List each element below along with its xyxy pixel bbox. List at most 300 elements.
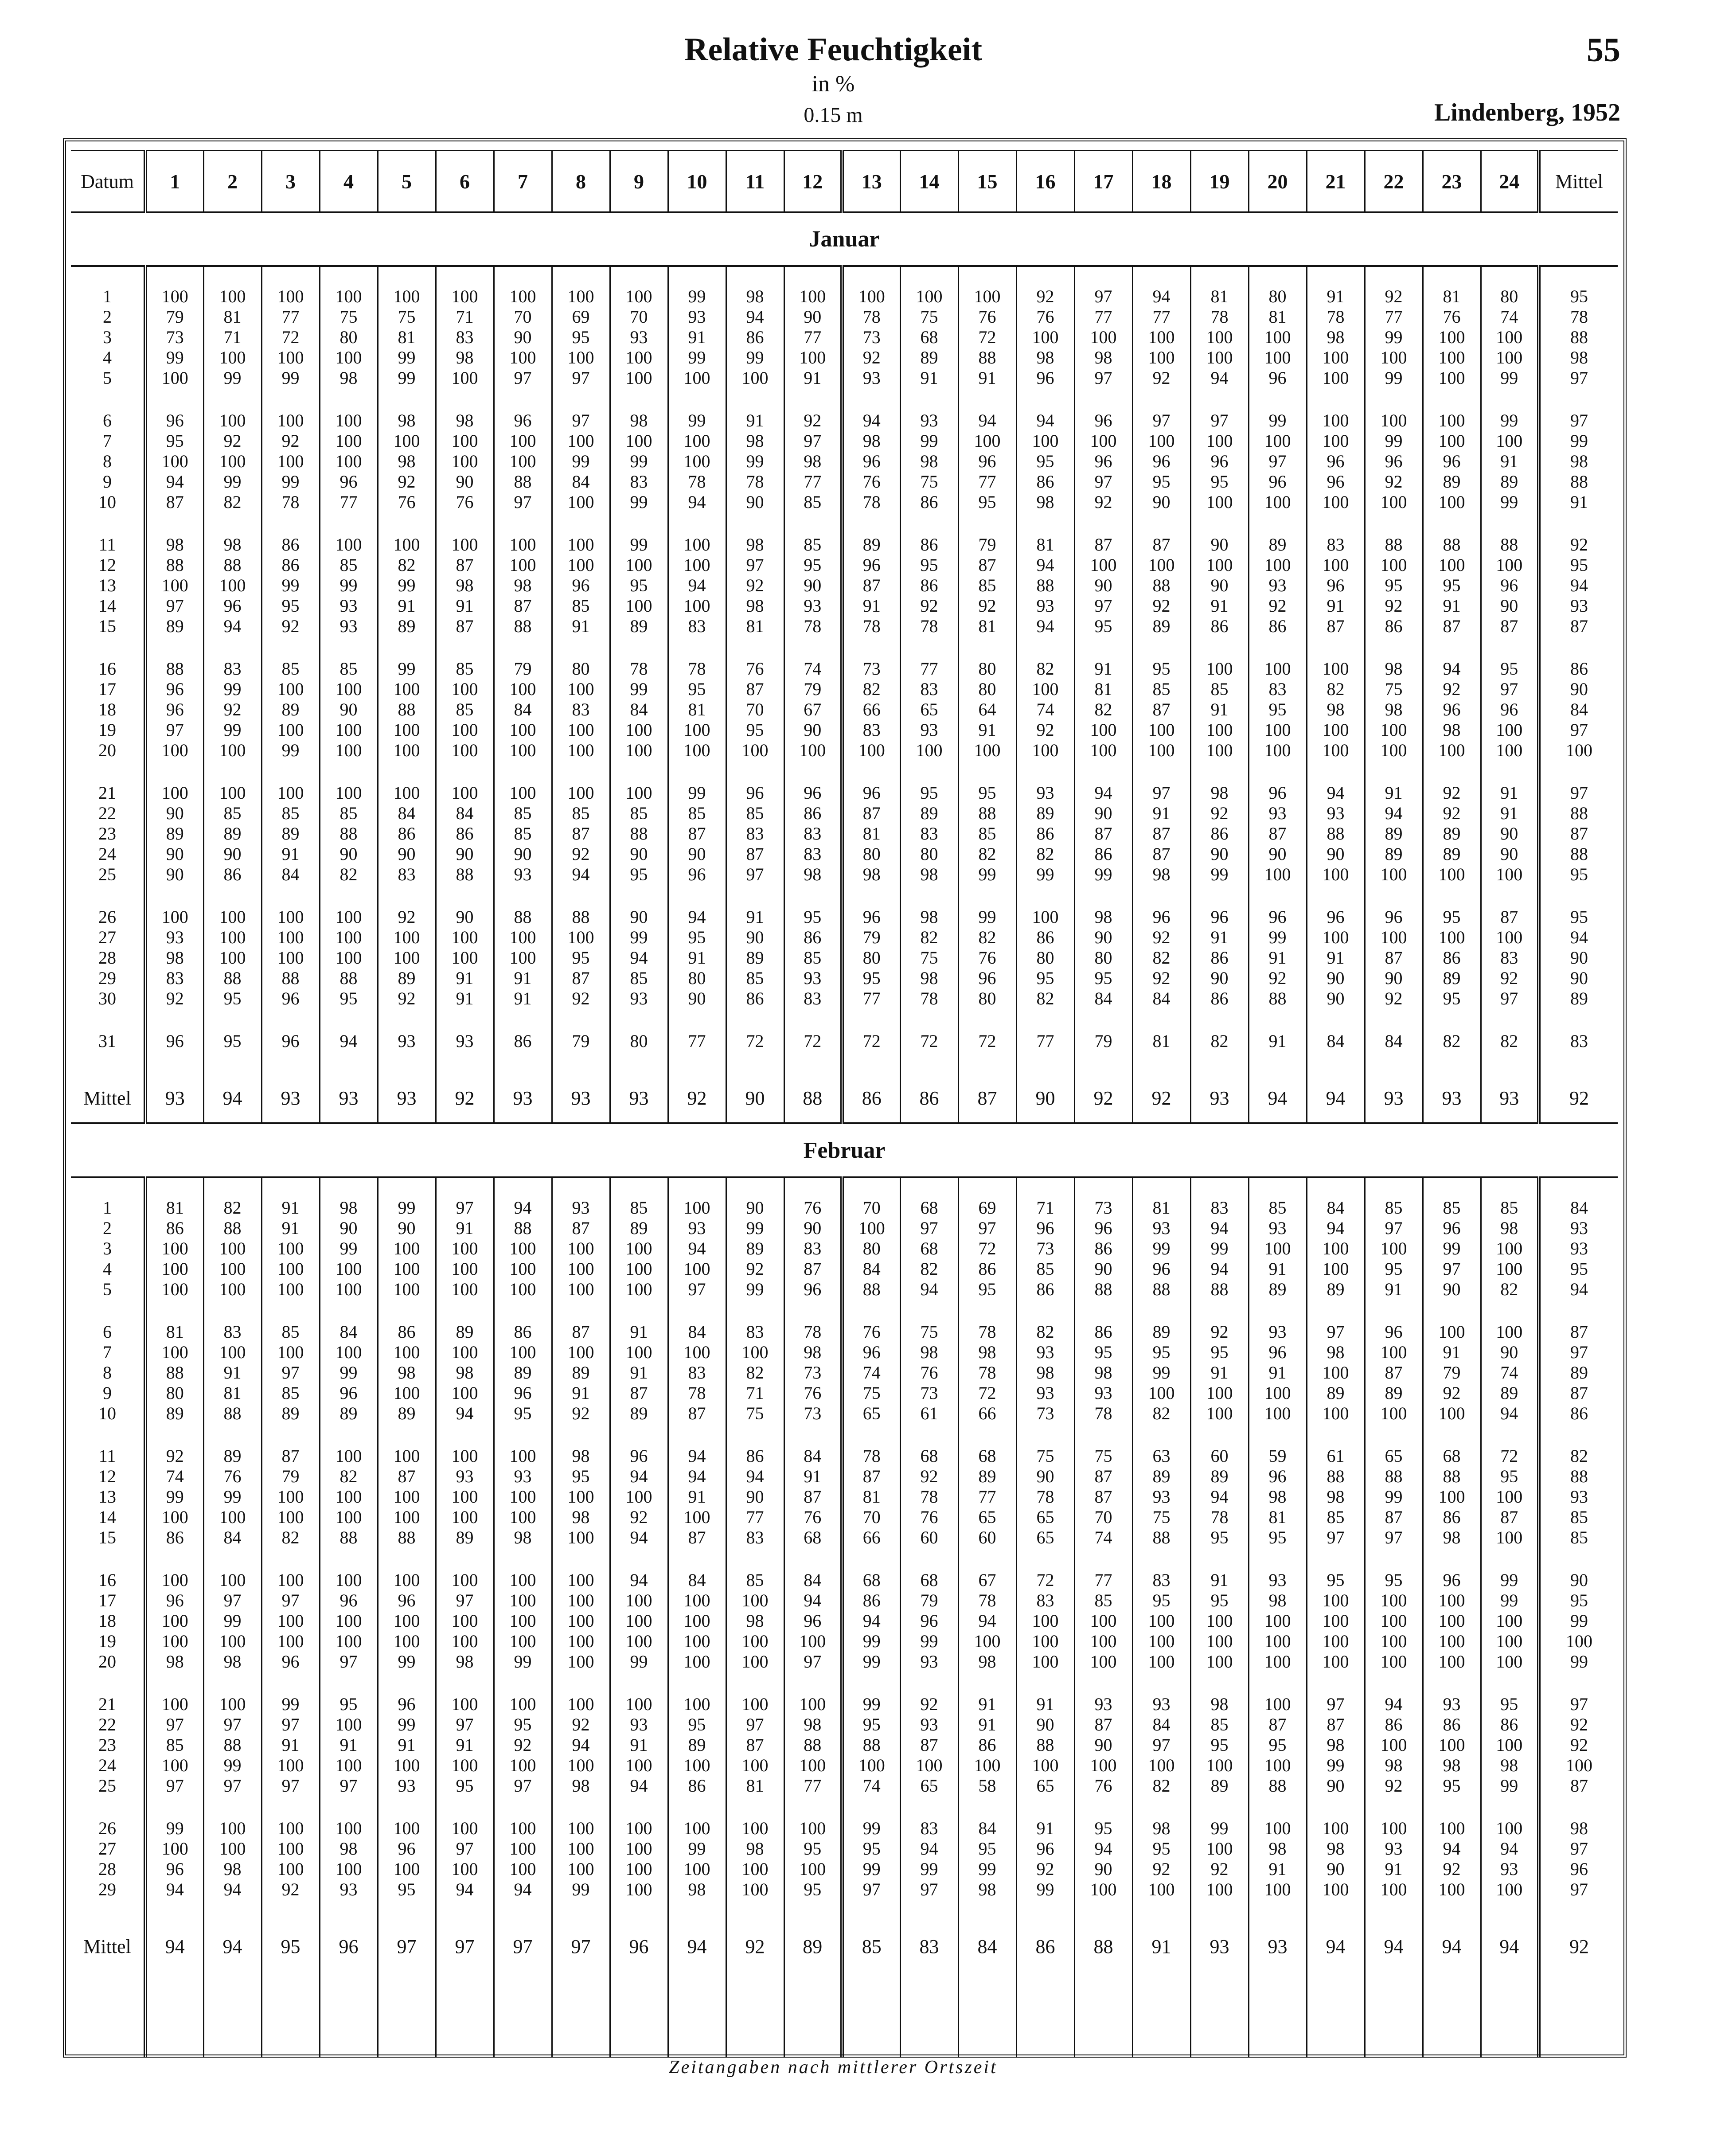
value-cell: 99 — [610, 679, 668, 699]
value-cell — [668, 1672, 726, 1694]
value-cell: 88 — [1307, 1466, 1365, 1487]
value-cell — [1249, 1548, 1307, 1570]
value-cell: 86 — [1074, 1322, 1132, 1342]
value-cell: 90 — [1307, 1859, 1365, 1879]
mean-cell: 88 — [1539, 1466, 1618, 1487]
table-row — [71, 720, 1618, 740]
row-label: 17 — [98, 679, 116, 699]
value-cell — [1249, 512, 1307, 535]
month-title: Januar — [71, 212, 1618, 266]
value-cell — [203, 1900, 261, 1922]
value-cell: 91 — [1190, 927, 1249, 948]
value-cell: 100 — [958, 1631, 1016, 1652]
value-cell: 99 — [378, 659, 436, 679]
table-row — [71, 1859, 1618, 1879]
row-label: 14 — [98, 596, 116, 616]
value-cell: 73 — [784, 1403, 842, 1424]
row-label: 2 — [103, 1218, 112, 1238]
value-cell: 87 — [668, 1403, 726, 1424]
value-cell: 95 — [958, 1279, 1016, 1300]
value-cell — [784, 1051, 842, 1074]
value-cell — [261, 1548, 320, 1570]
value-cell — [203, 1009, 261, 1031]
value-cell: 77 — [668, 1031, 726, 1051]
table-row — [71, 824, 1618, 844]
value-cell: 89 — [378, 968, 436, 988]
value-cell: 100 — [1016, 327, 1074, 348]
value-cell — [1249, 1672, 1307, 1694]
value-cell: 75 — [726, 1403, 784, 1424]
value-cell: 95 — [1365, 575, 1423, 596]
value-cell: 100 — [494, 783, 552, 803]
value-cell: 96 — [842, 451, 900, 472]
mean-cell: 92 — [1539, 1922, 1618, 1971]
value-cell: 85 — [1190, 679, 1249, 699]
value-cell: 100 — [320, 1755, 378, 1776]
value-cell: 96 — [842, 907, 900, 927]
value-cell: 93 — [1249, 575, 1307, 596]
value-cell: 100 — [552, 1839, 610, 1859]
value-cell: 83 — [1249, 679, 1307, 699]
value-cell: 96 — [320, 1590, 378, 1611]
value-cell: 86 — [726, 327, 784, 348]
value-cell: 66 — [842, 699, 900, 720]
value-cell: 79 — [1074, 1031, 1132, 1051]
value-cell: 100 — [958, 740, 1016, 761]
value-cell: 95 — [1423, 1776, 1481, 1796]
value-cell: 100 — [320, 783, 378, 803]
value-cell: 83 — [378, 864, 436, 885]
value-cell — [320, 388, 378, 410]
mean-cell: 98 — [1539, 348, 1618, 368]
value-cell: 84 — [842, 1259, 900, 1279]
value-cell: 100 — [552, 286, 610, 307]
value-cell: 97 — [1074, 368, 1132, 388]
value-cell — [726, 885, 784, 907]
value-cell: 100 — [1365, 927, 1423, 948]
value-cell: 100 — [494, 740, 552, 761]
value-cell — [1481, 1051, 1539, 1074]
value-cell: 95 — [1074, 1342, 1132, 1363]
value-cell: 73 — [784, 1363, 842, 1383]
value-cell: 85 — [552, 803, 610, 824]
value-cell: 96 — [378, 1590, 436, 1611]
value-cell: 100 — [494, 451, 552, 472]
column-header: 22 — [1365, 151, 1423, 212]
value-cell: 99 — [378, 1198, 436, 1218]
value-cell: 99 — [842, 1652, 900, 1672]
value-cell: 100 — [1190, 492, 1249, 512]
value-cell: 87 — [1481, 1507, 1539, 1527]
table-row — [71, 451, 1618, 472]
value-cell — [552, 1900, 610, 1922]
value-cell: 93 — [668, 307, 726, 327]
value-cell: 93 — [320, 616, 378, 637]
value-cell: 94 — [610, 948, 668, 968]
value-cell — [436, 1672, 494, 1694]
value-cell: 95 — [1132, 1342, 1190, 1363]
value-cell: 90 — [1481, 596, 1539, 616]
row-label: 9 — [103, 472, 112, 492]
value-cell: 98 — [726, 431, 784, 451]
value-cell: 76 — [784, 1507, 842, 1527]
value-cell: 100 — [1307, 368, 1365, 388]
value-cell: 100 — [668, 1694, 726, 1715]
spacer-row — [71, 1177, 1618, 1198]
value-cell: 100 — [1249, 1652, 1307, 1672]
value-cell — [726, 266, 784, 286]
value-cell: 95 — [145, 431, 203, 451]
value-cell: 100 — [1190, 431, 1249, 451]
value-cell — [494, 637, 552, 659]
value-cell: 88 — [203, 1735, 261, 1755]
value-cell: 77 — [784, 327, 842, 348]
value-cell: 99 — [320, 575, 378, 596]
mean-cell: 97 — [1539, 1694, 1618, 1715]
value-cell: 90 — [320, 1218, 378, 1238]
mean-cell: 83 — [1539, 1031, 1618, 1051]
value-cell: 100 — [261, 286, 320, 307]
value-cell: 100 — [494, 1570, 552, 1590]
table-row — [71, 1839, 1618, 1859]
row-label — [71, 1971, 145, 2058]
value-cell — [436, 1177, 494, 1198]
value-cell: 100 — [610, 1859, 668, 1879]
value-cell: 95 — [261, 596, 320, 616]
value-cell: 100 — [1481, 1879, 1539, 1900]
value-cell: 100 — [436, 431, 494, 451]
value-cell: 70 — [494, 307, 552, 327]
value-cell: 100 — [1423, 348, 1481, 368]
value-cell: 100 — [958, 1755, 1016, 1776]
value-cell: 72 — [726, 1031, 784, 1051]
value-cell — [552, 1796, 610, 1818]
value-cell — [494, 1971, 552, 2058]
value-cell: 99 — [261, 575, 320, 596]
value-cell: 100 — [726, 1755, 784, 1776]
value-cell: 100 — [552, 1652, 610, 1672]
value-cell: 94 — [610, 1527, 668, 1548]
value-cell: 100 — [1365, 1879, 1423, 1900]
value-cell: 100 — [1423, 1735, 1481, 1755]
value-cell: 100 — [1190, 327, 1249, 348]
value-cell: 91 — [1132, 803, 1190, 824]
value-cell: 94 — [552, 864, 610, 885]
value-cell: 100 — [1190, 1652, 1249, 1672]
value-cell: 74 — [842, 1363, 900, 1383]
value-cell: 100 — [1132, 1755, 1190, 1776]
value-cell: 87 — [1249, 824, 1307, 844]
value-cell: 76 — [958, 948, 1016, 968]
value-cell: 100 — [494, 720, 552, 740]
value-cell: 100 — [552, 1238, 610, 1259]
value-cell: 100 — [436, 1238, 494, 1259]
mean-cell: 87 — [1539, 824, 1618, 844]
value-cell: 86 — [1423, 1715, 1481, 1735]
value-cell: 91 — [436, 596, 494, 616]
value-cell — [436, 1548, 494, 1570]
value-cell — [1307, 1971, 1365, 2058]
value-cell: 100 — [203, 783, 261, 803]
value-cell: 98 — [436, 1652, 494, 1672]
value-cell: 82 — [203, 1198, 261, 1218]
value-cell: 99 — [1190, 1818, 1249, 1839]
value-cell: 94 — [958, 1611, 1016, 1631]
value-cell: 93 — [1074, 1383, 1132, 1403]
value-cell: 89 — [1190, 1776, 1249, 1796]
value-cell: 99 — [900, 1859, 958, 1879]
value-cell: 82 — [1481, 1031, 1539, 1051]
value-cell: 100 — [1307, 659, 1365, 679]
column-header: 4 — [320, 151, 378, 212]
value-cell — [320, 885, 378, 907]
value-cell: 97 — [958, 1218, 1016, 1238]
value-cell: 89 — [436, 1322, 494, 1342]
value-cell: 100 — [436, 286, 494, 307]
value-cell — [1016, 1796, 1074, 1818]
value-cell: 95 — [1481, 659, 1539, 679]
value-cell — [1249, 1796, 1307, 1818]
value-cell: 100 — [784, 1694, 842, 1715]
value-cell — [1190, 761, 1249, 783]
mean-cell: 87 — [1539, 1383, 1618, 1403]
value-cell: 90 — [726, 1198, 784, 1218]
value-cell: 97 — [1074, 472, 1132, 492]
value-cell: 98 — [1307, 1342, 1365, 1363]
value-cell: 96 — [1365, 451, 1423, 472]
value-cell: 100 — [320, 740, 378, 761]
value-cell: 65 — [958, 1507, 1016, 1527]
value-cell: 88 — [145, 555, 203, 575]
value-cell: 75 — [1365, 679, 1423, 699]
value-cell: 94 — [145, 472, 203, 492]
value-cell: 94 — [784, 1590, 842, 1611]
value-cell: 94 — [668, 907, 726, 927]
value-cell: 88 — [842, 1735, 900, 1755]
value-cell: 100 — [610, 1279, 668, 1300]
value-cell: 91 — [668, 327, 726, 348]
value-cell: 76 — [784, 1383, 842, 1403]
value-cell: 100 — [1249, 1818, 1307, 1839]
value-cell: 98 — [958, 1652, 1016, 1672]
value-cell: 88 — [494, 616, 552, 637]
row-label: 16 — [98, 1570, 116, 1590]
value-cell: 100 — [261, 1611, 320, 1631]
value-cell: 92 — [1249, 968, 1307, 988]
value-cell: 82 — [203, 492, 261, 512]
value-cell — [261, 761, 320, 783]
value-cell — [320, 266, 378, 286]
value-cell: 91 — [1016, 1694, 1074, 1715]
value-cell: 100 — [494, 555, 552, 575]
value-cell: 91 — [1190, 596, 1249, 616]
value-cell: 97 — [1365, 1527, 1423, 1548]
value-cell — [610, 1796, 668, 1818]
value-cell: 88 — [1481, 535, 1539, 555]
value-cell: 92 — [145, 1446, 203, 1466]
value-cell: 85 — [145, 1735, 203, 1755]
value-cell: 91 — [1423, 596, 1481, 616]
value-cell: 86 — [494, 1031, 552, 1051]
value-cell: 95 — [1481, 1694, 1539, 1715]
value-cell — [610, 1900, 668, 1922]
value-cell — [1365, 761, 1423, 783]
value-cell — [552, 1177, 610, 1198]
value-cell: 88 — [958, 803, 1016, 824]
value-cell: 85 — [1423, 1198, 1481, 1218]
value-cell: 95 — [668, 927, 726, 948]
row-label: 15 — [98, 616, 116, 636]
value-cell — [1365, 1971, 1423, 2058]
value-cell: 100 — [552, 1694, 610, 1715]
value-cell — [1190, 1300, 1249, 1322]
value-cell: 99 — [1074, 864, 1132, 885]
value-cell: 81 — [203, 1383, 261, 1403]
value-cell: 96 — [842, 1342, 900, 1363]
value-cell: 86 — [900, 1074, 958, 1123]
value-cell: 96 — [261, 1031, 320, 1051]
value-cell: 99 — [1249, 927, 1307, 948]
value-cell: 100 — [436, 535, 494, 555]
value-cell: 99 — [900, 1631, 958, 1652]
value-cell: 93 — [610, 1074, 668, 1123]
value-cell: 96 — [145, 1031, 203, 1051]
value-cell: 67 — [958, 1570, 1016, 1590]
value-cell: 87 — [1132, 535, 1190, 555]
value-cell: 100 — [378, 1611, 436, 1631]
value-cell — [378, 1177, 436, 1198]
value-cell: 99 — [261, 368, 320, 388]
mean-cell — [1539, 512, 1618, 535]
value-cell: 95 — [494, 1715, 552, 1735]
value-cell — [1074, 1424, 1132, 1446]
value-cell: 100 — [436, 1570, 494, 1590]
table-row — [71, 699, 1618, 720]
value-cell: 100 — [1307, 1652, 1365, 1672]
column-header: Mittel — [1539, 151, 1618, 212]
value-cell: 85 — [261, 803, 320, 824]
value-cell: 100 — [552, 492, 610, 512]
value-cell — [261, 637, 320, 659]
value-cell: 92 — [261, 616, 320, 637]
value-cell: 100 — [261, 348, 320, 368]
value-cell: 82 — [842, 679, 900, 699]
value-cell — [1481, 1672, 1539, 1694]
value-cell: 81 — [1190, 286, 1249, 307]
value-cell: 90 — [1190, 844, 1249, 864]
row-label: 31 — [98, 1031, 116, 1051]
value-cell: 100 — [1016, 431, 1074, 451]
value-cell: 81 — [726, 1776, 784, 1796]
value-cell: 98 — [1190, 1694, 1249, 1715]
value-cell: 88 — [610, 824, 668, 844]
value-cell: 100 — [1074, 1755, 1132, 1776]
value-cell: 100 — [1365, 864, 1423, 885]
value-cell: 84 — [1132, 988, 1190, 1009]
table-row — [71, 968, 1618, 988]
value-cell: 100 — [494, 1342, 552, 1363]
value-cell: 91 — [1249, 1259, 1307, 1279]
value-cell: 96 — [1249, 783, 1307, 803]
value-cell: 99 — [1423, 1238, 1481, 1259]
value-cell — [1481, 1796, 1539, 1818]
value-cell: 88 — [145, 659, 203, 679]
group-gap-row — [71, 512, 1618, 535]
value-cell: 96 — [1423, 1218, 1481, 1238]
value-cell: 75 — [1016, 1446, 1074, 1466]
value-cell: 95 — [784, 1879, 842, 1900]
row-label — [71, 1300, 145, 1322]
value-cell: 99 — [958, 907, 1016, 927]
row-label — [71, 512, 145, 535]
value-cell: 95 — [1307, 1570, 1365, 1590]
value-cell: 91 — [552, 616, 610, 637]
value-cell: 100 — [320, 948, 378, 968]
value-cell: 100 — [1365, 1631, 1423, 1652]
value-cell: 100 — [1190, 348, 1249, 368]
value-cell — [1249, 1177, 1307, 1198]
value-cell: 87 — [552, 968, 610, 988]
value-cell: 96 — [261, 988, 320, 1009]
table-row — [71, 783, 1618, 803]
value-cell: 97 — [726, 1715, 784, 1735]
value-cell: 88 — [494, 907, 552, 927]
value-cell: 100 — [1307, 1818, 1365, 1839]
row-label — [71, 1424, 145, 1446]
value-cell: 100 — [145, 1694, 203, 1715]
value-cell: 100 — [1365, 492, 1423, 512]
group-gap-row — [71, 1548, 1618, 1570]
value-cell: 100 — [145, 451, 203, 472]
value-cell: 96 — [494, 410, 552, 431]
value-cell — [203, 1300, 261, 1322]
value-cell: 100 — [1423, 1487, 1481, 1507]
row-label — [71, 1796, 145, 1818]
value-cell: 100 — [1190, 720, 1249, 740]
value-cell: 82 — [378, 555, 436, 575]
value-cell: 98 — [320, 1839, 378, 1859]
value-cell: 86 — [900, 575, 958, 596]
value-cell: 100 — [1132, 720, 1190, 740]
value-cell — [1481, 1971, 1539, 2058]
value-cell: 63 — [1132, 1446, 1190, 1466]
value-cell: 94 — [1423, 659, 1481, 679]
value-cell — [1190, 1009, 1249, 1031]
value-cell: 85 — [320, 555, 378, 575]
value-cell: 95 — [261, 1922, 320, 1971]
value-cell — [1307, 885, 1365, 907]
value-cell: 87 — [1481, 616, 1539, 637]
value-cell: 78 — [610, 659, 668, 679]
value-cell — [378, 1051, 436, 1074]
value-cell: 100 — [145, 1507, 203, 1527]
value-cell — [1481, 1300, 1539, 1322]
value-cell: 83 — [436, 327, 494, 348]
value-cell: 93 — [1190, 1074, 1249, 1123]
value-cell: 98 — [1365, 699, 1423, 720]
value-cell: 100 — [668, 1652, 726, 1672]
value-cell: 80 — [145, 1383, 203, 1403]
value-cell: 83 — [842, 720, 900, 740]
value-cell: 81 — [145, 1198, 203, 1218]
value-cell: 93 — [261, 1074, 320, 1123]
value-cell — [1307, 266, 1365, 286]
row-label: 12 — [98, 1466, 116, 1486]
value-cell: 98 — [610, 410, 668, 431]
value-cell: 100 — [1307, 927, 1365, 948]
value-cell — [145, 637, 203, 659]
value-cell: 100 — [610, 1879, 668, 1900]
